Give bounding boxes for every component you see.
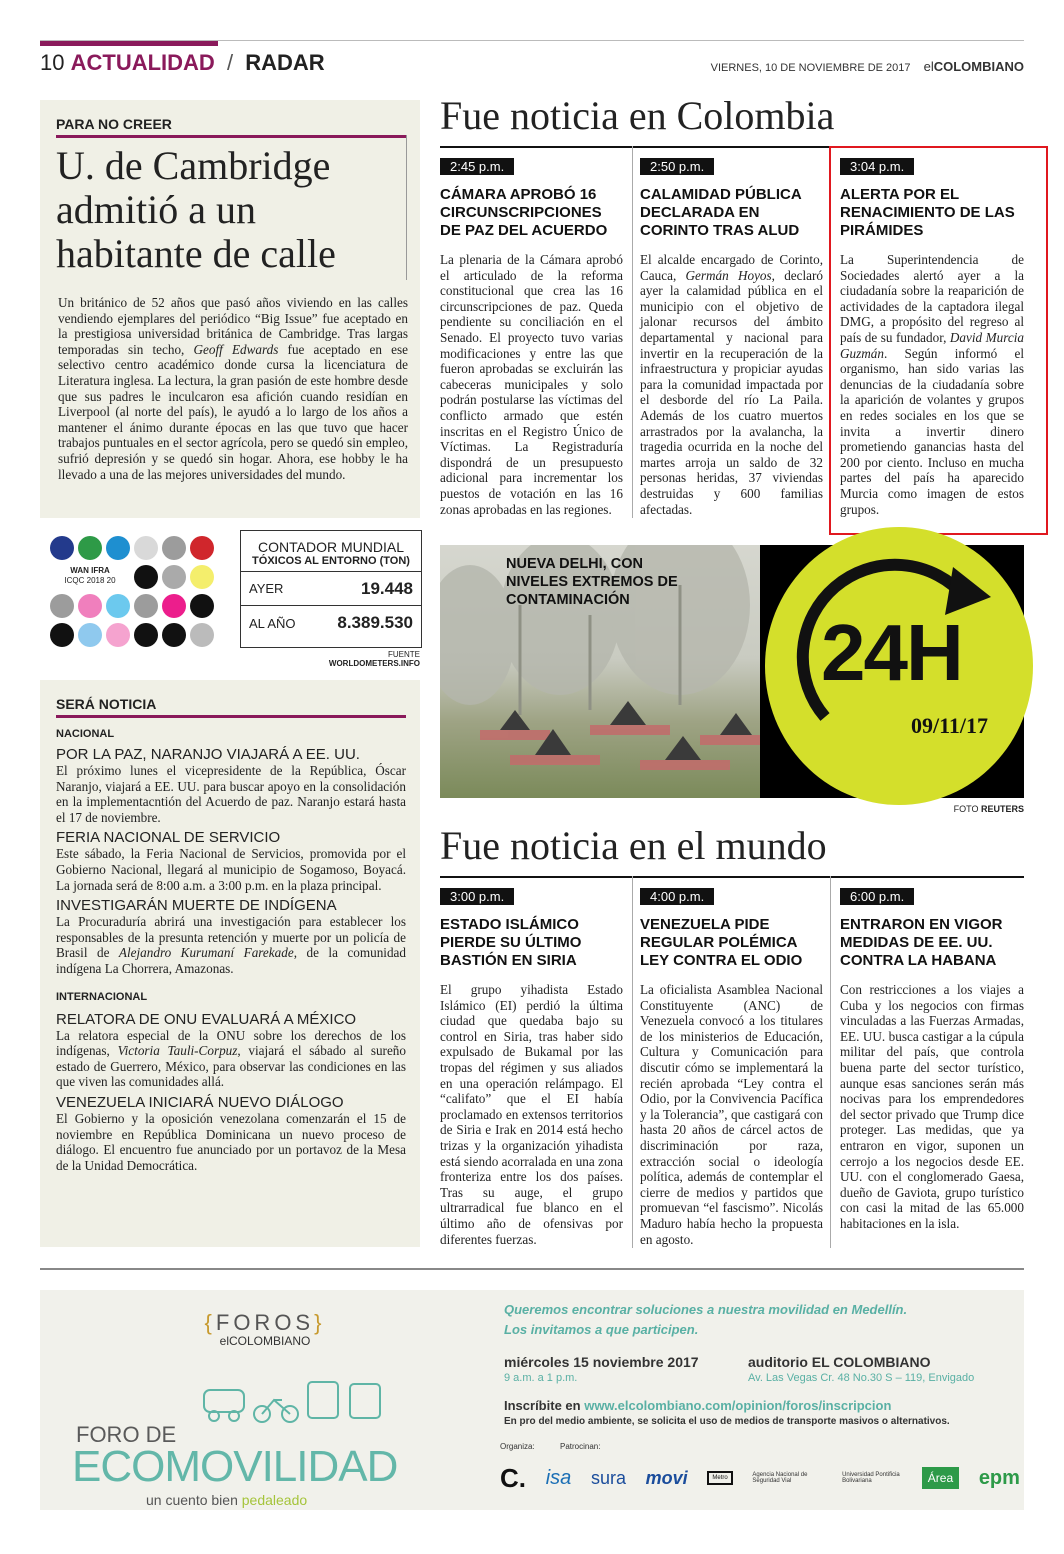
sera-noticia-content	[56, 696, 406, 1173]
ad-top-rule	[40, 1268, 1024, 1270]
subsection-label: NACIONAL	[56, 728, 115, 740]
sera-noticia-box	[40, 680, 420, 1247]
color-swatch	[134, 536, 158, 560]
news-headline: ENTRARON EN VIGOR MEDIDAS DE EE. UU. CONTRA LA HABANA	[840, 916, 1003, 969]
article-title: U. de Cambridge admitió a un habitante de calle	[56, 143, 336, 276]
news-headline: ALERTA POR EL RENACIMIENTO DE LAS PIRÁMIDES	[840, 186, 1015, 239]
header-date-brand	[711, 59, 1024, 74]
color-swatch	[162, 623, 186, 647]
item-text: El Gobierno y la oposición venezolana comenzarán el 15 de noviembre en República Dominicana un nuevo proceso de diálogo. El encuentro fue anunciado por un portavoz de la Mesa de la Unidad Democrática.	[56, 1110, 406, 1173]
transport-icons	[200, 1376, 400, 1426]
box-label: SERÁ NOTICIA	[56, 696, 157, 712]
sponsor-logo: movi	[645, 1467, 688, 1488]
subsection-label: INTERNACIONAL	[56, 990, 148, 1003]
ad-address: Av. Las Vegas Cr. 48 No.30 S – 119, Envigado	[748, 1372, 975, 1384]
time-tag: 3:04 p.m.	[840, 158, 914, 175]
para-no-creer-box	[40, 100, 420, 518]
column-divider	[632, 876, 633, 1248]
color-swatch	[134, 565, 158, 589]
sponsor-logo: Universidad Pontificia Bolivariana	[842, 1472, 900, 1484]
news-headline: CÁMARA APROBÓ 16 CIRCUNSCRIPCIONES DE PAZ DEL ACUERDO	[440, 186, 608, 239]
sponsor-logo: Metro	[707, 1471, 732, 1485]
news-text: El alcalde encargado de Corinto, Cauca, Germán Hoyos, declaró ayer la calamidad pública en el municipio con el objetivo de jalonar recursos del ámbito departamental y nacional para invertir en la recuperación de la infraestructura y propiciar ayudas para la comunidad impactada por el desborde del río La Paila. Además de los cuatro muertos arrastrados por la avalancha, la tragedia ocurrida en la noche del martes arroja un saldo de 32 personas heridas, 37 viviendas destruidas y 600 familias afectadas.	[640, 252, 823, 517]
brand-name: elCOLOMBIANO	[923, 59, 1024, 74]
column-divider	[632, 146, 633, 518]
ad-tagline: un cuento bien pedaleado	[146, 1492, 308, 1508]
contador-row: AL AÑO 8.389.530	[249, 613, 413, 632]
color-swatch	[190, 594, 214, 618]
section-rule	[440, 876, 1024, 878]
24h-badge	[765, 527, 1033, 805]
mundo-section-title: Fue noticia en el mundo	[440, 823, 827, 868]
ad-invite-1: Queremos encontrar soluciones a nuestra movilidad en Medellín.	[504, 1302, 908, 1317]
color-swatch	[190, 565, 214, 589]
color-swatch	[134, 594, 158, 618]
color-swatch	[50, 594, 74, 618]
ad-title-line2: ECOMOVILIDAD	[72, 1442, 398, 1491]
box-vertical-rule	[406, 135, 407, 280]
patrocinan-label: Patrocinan:	[560, 1442, 601, 1451]
sponsor-logo: C.	[500, 1462, 526, 1493]
color-swatch	[162, 536, 186, 560]
color-swatch	[78, 536, 102, 560]
ad-note: En pro del medio ambiente, se solicita el uso de medios de transporte masivos o alternativos.	[504, 1416, 950, 1427]
news-text: El grupo yihadista Estado Islámico (EI) perdió la última ciudad que quedaba bajo su control en Siria, tras haber sido expulsado de Bukamal por las tropas del régimen y sus aliados en una operación relámpago. El “califato” que el EI había proclamado en extensos territorios de Siria e Irak en 2014 está hecho trizas y la organización yihadista está siendo acorralada en una zona fronteriza entre los dos países. Tras su auge, el grupo ultrarradical fue blanco en el último año de ofensivas por diferentes fuerzas.	[440, 982, 623, 1247]
box-label-rule	[56, 135, 406, 138]
item-text: La relatora especial de la ONU sobre los derechos de los indígenas, Victoria Tauli-Corpuz, viajará el sábado al sureño estado de Guerrero, México, para observar las condiciones en las que viven las comunidades allá.	[56, 1027, 406, 1090]
print-color-bar	[40, 528, 230, 658]
contador-row: AYER 19.448	[241, 572, 421, 606]
time-tag: 6:00 p.m.	[840, 888, 914, 905]
subsection-name: RADAR	[245, 50, 325, 75]
ad-signup: Inscríbite en www.elcolombiano.com/opinion/foros/inscripcion	[504, 1398, 892, 1413]
item-title: INVESTIGARÁN MUERTE DE INDÍGENA	[56, 897, 337, 915]
sponsor-logo: sura	[590, 1467, 626, 1488]
color-swatch	[50, 536, 74, 560]
color-swatch	[78, 594, 102, 618]
colorbar-logo: WAN IFRA ICQC 2018 20	[64, 566, 116, 585]
foros-logo: {FOROS} elCOLOMBIANO	[204, 1310, 326, 1348]
color-swatch	[50, 623, 74, 647]
ad-title-line1: FORO DE	[76, 1422, 177, 1447]
photo-credit: FOTO REUTERS	[953, 804, 1024, 814]
color-swatch	[106, 594, 130, 618]
color-swatch	[78, 623, 102, 647]
news-headline: ESTADO ISLÁMICO PIERDE SU ÚLTIMO BASTIÓN EN SIRIA	[440, 916, 582, 969]
contador-title: CONTADOR MUNDIAL	[258, 539, 404, 555]
time-tag: 2:50 p.m.	[640, 158, 714, 175]
signup-link[interactable]: www.elcolombiano.com/opinion/foros/inscripcion	[584, 1398, 892, 1413]
time-tag: 3:00 p.m.	[440, 888, 514, 905]
colombia-section-title: Fue noticia en Colombia	[440, 93, 835, 138]
news-text: Con restricciones a los viajes a Cuba y los negocios con firmas vinculadas a las Fuerzas Armadas, EE. UU. busca castigar a la cúpula militar del país, que controla buena parte del sector turístico, aunque esas sanciones serán más nocivas para los emprendedores del sector privado que Trump dice proteger. Las medidas, que ya entraron en vigor, suponen un cerrojo a los negocios desde EE. UU. con el conglomerado Gaesa, dueño de Gaviota, grupo turístico con casi la mitad de las 65.000 habitaciones en la isla.	[840, 982, 1024, 1231]
news-text: La Superintendencia de Sociedades alertó ayer a la ciudadanía sobre la reaparición de actividades de la captadora ilegal DMG, a propósito del regreso al país de su fundador, David Murcia Guzmán. Según informó el organismo, han sido varias las denuncias de la ciudadanía sobre la aparición de volantes y grupos en redes sociales en los que se invita a invertir dinero prometiendo ganancias hasta del 200 por ciento. Incluso en mucha partes del país ha aparecido Murcia como imagen de estos grupos.	[840, 252, 1024, 517]
item-text: La Procuraduría abrirá una investigación para establecer los responsables de la presunta retención y muerte por un policía de Brasil de Alejandro Kurumaní Farekade, de la comunidad indígena La Chorrera, Amazonas.	[56, 914, 406, 976]
header-separator: /	[226, 50, 234, 75]
color-swatch	[162, 594, 186, 618]
color-swatch	[190, 536, 214, 560]
issue-date: VIERNES, 10 DE NOVIEMBRE DE 2017	[710, 62, 911, 74]
contador-source: FUENTE WORLDOMETERS.INFO	[328, 650, 420, 668]
page-header	[40, 50, 325, 76]
item-title: RELATORA DE ONU EVALUARÁ A MÉXICO	[56, 1010, 357, 1028]
ad-invite-2: Los invitamos a que participen.	[504, 1322, 699, 1337]
news-text: La plenaria de la Cámara aprobó el articulado de la reforma constitucional que crea las 16 circunscripciones de paz. Queda pendiente su conciliación en el Senado. El proyecto tuvo varias modificaciones y entre las que fueron aprobadas se excluirán las cabeceras municipales y solo podrán postularse las víctimas del conflicto armado que estén inscritas en el Registro Único de Víctimas. La Registraduría dispondrá de un presupuesto adicional para incrementar los puestos de votación en las 16 zonas aprobadas en las regiones.	[440, 252, 623, 517]
contador-box	[240, 530, 422, 648]
page-number: 10	[40, 50, 65, 75]
badge-24h: 24H	[821, 608, 962, 697]
box-label-rule	[56, 715, 406, 718]
color-swatch	[106, 536, 130, 560]
ad-hours: 9 a.m. a 1 p.m.	[504, 1372, 578, 1384]
sponsor-logo: isa	[545, 1466, 572, 1489]
section-name: ACTUALIDAD	[70, 50, 215, 75]
sponsor-logo: Área	[922, 1467, 959, 1489]
article-body: Un británico de 52 años que pasó años viviendo en las calles vendiendo ejemplares del periódico “Big Issue” fue aceptado en la prestigiosa universidad británica de Cambridge. Tras largas temporadas sin techo, Geoff Edwards fue aceptado en ese selectivo centro académico donde cursa la licenciatura de Literatura inglesa. La lectura, la gran pasión de este hombre desde que sus padres le inculcaron esa afición cuando residían en Liverpool (al norte del país), le ayudó a lo largo de los años a mantener el ánimo durante épocas en las que tuvo que hacer trabajos puntuales en el sector agrícola, pero se quedó sin empleo, sufrió depresión y se quedó sin hogar. Ahora, ese hobby le ha llevado a una de las mejores universidades del mundo.	[58, 295, 409, 482]
news-headline: CALAMIDAD PÚBLICA DECLARADA EN CORINTO TRAS ALUD	[640, 186, 802, 239]
sponsor-logos	[500, 1458, 1020, 1498]
ecomovilidad-ad	[40, 1290, 1024, 1510]
box-label: PARA NO CREER	[56, 116, 172, 132]
news-headline: VENEZUELA PIDE REGULAR POLÉMICA LEY CONTRA EL ODIO	[640, 916, 803, 969]
contador-subtitle: TÓXICOS AL ENTORNO (TON)	[241, 555, 421, 572]
color-swatch	[190, 623, 214, 647]
sponsor-logo: epm	[978, 1466, 1020, 1489]
item-title: FERIA NACIONAL DE SERVICIO	[56, 829, 281, 847]
ad-date: miércoles 15 noviembre 2017	[504, 1354, 699, 1370]
sponsor-logo: Agencia Nacional de Seguridad Vial	[752, 1472, 808, 1484]
organiza-label: Organiza:	[500, 1442, 535, 1451]
time-tag: 4:00 p.m.	[640, 888, 714, 905]
item-text: Este sábado, la Feria Nacional de Servicios, promovida por el Gobierno Nacional, llegará al municipio de Sogamoso, Boyacá. La jornada será de 8:00 a.m. a 3:00 p.m. en la plaza principal.	[56, 846, 406, 893]
ad-venue: auditorio EL COLOMBIANO	[748, 1354, 931, 1370]
color-swatch	[162, 565, 186, 589]
item-title: POR LA PAZ, NARANJO VIAJARÁ A EE. UU.	[56, 746, 360, 763]
header-accent-bar	[40, 41, 218, 46]
item-title: VENEZUELA INICIARÁ NUEVO DIÁLOGO	[56, 1093, 344, 1111]
badge-date: 09/11/17	[911, 713, 989, 738]
time-tag: 2:45 p.m.	[440, 158, 514, 175]
color-swatch	[106, 623, 130, 647]
item-text: El próximo lunes el vicepresidente de la República, Óscar Naranjo, viajará a EE. UU. para buscar apoyo en la consolidación en la implementacntión del Acuerdo de paz. Naranjo estará hasta el 17 de noviembre.	[56, 763, 406, 825]
photo-caption: NUEVA DELHI, CON NIVELES EXTREMOS DE CONTAMINACIÓN	[506, 556, 678, 608]
news-text: La oficialista Asamblea Nacional Constituyente (ANC) de Venezuela convocó a los titulares de los ministerios de Educación, Cultura y Comunicación para discutir cómo se implementará la recién aprobada “Ley contra el Odio, por la Convivencia Pacífica y la Tolerancia”, que castigará con hasta 20 años de cárcel actos de discriminación por raza, extracción social o ideología política, además de contemplar el cierre de medios y partidos que promuevan “el fascismo”. Nicolás Maduro había hecho la propuesta en agosto.	[640, 982, 823, 1247]
color-swatch	[134, 623, 158, 647]
column-divider	[830, 876, 831, 1248]
